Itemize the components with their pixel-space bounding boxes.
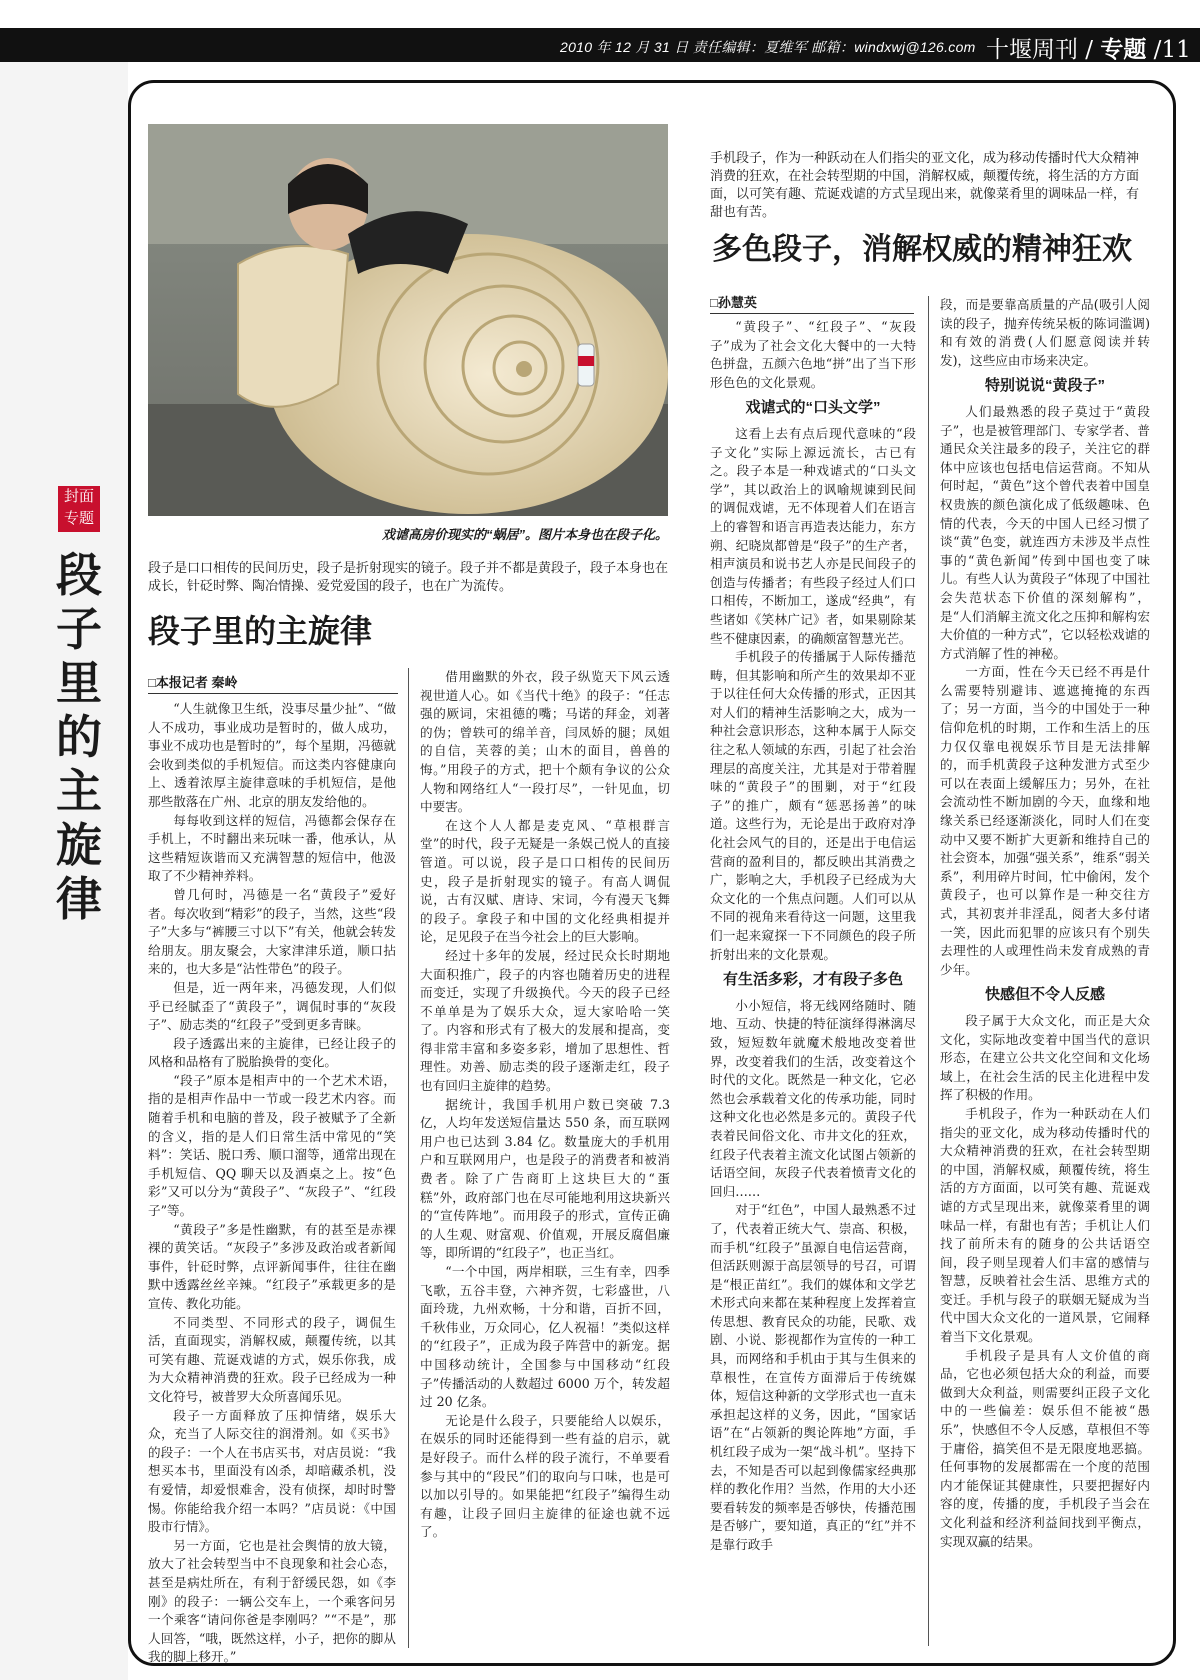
page-number: 11 xyxy=(1161,37,1191,63)
article1-title: 段子里的主旋律 xyxy=(148,612,373,650)
column-divider xyxy=(928,296,929,1646)
subheading: 快感但不令人反感 xyxy=(984,986,1105,1004)
header-meta: 2010 年 12 月 31 日 责任编辑：夏维军 邮箱：windxwj@126.com xyxy=(560,39,976,55)
article1-column-1 xyxy=(148,700,396,1667)
paragraph: 段子透露出来的主旋律，已经让段子的风格和品格有了脱胎换骨的变化。 xyxy=(148,1035,396,1070)
paragraph: 不同类型、不同形式的段子，调侃生活，直面现实，消解权威，颠覆传统，以其可笑有趣、荒诞戏谑的方式，娱乐你我，成为大众精神消费的狂欢。段子已经成为一种文化符号，被普罗大众所喜闻乐见。 xyxy=(148,1314,396,1404)
photo-caption: 戏谑高房价现实的“蜗居”。图片本身也在段子化。 xyxy=(381,527,668,542)
paragraph: 手机段子的传播属于人际传播范畴，但其影响和所产生的效果却不亚于以往任何大众传播的形式，正因其对人们的精神生活影响之大，成为一种社会意识形态，这种本属于人际交往之私人领域的东西，引起了社会治理层的高度关注，尤其是对于带着腥味的“黄段子”的围剿，对于“红段子”的推广，颇有“惩恶扬善”的味道。这些行为，无论是出于政府对净化社会风气的目的，还是出于电信运营商的盈利目的，都反映出其消费之广，影响之大，手机段子已经成为大众文化的一个焦点问题。人们可以从不同的视角来看待这一问题，这里我们一起来窥探一下不同颜色的段子所折射出来的文化景观。 xyxy=(710,649,916,962)
subheading: 戏谑式的“口头文学” xyxy=(745,399,881,417)
article1-column-2 xyxy=(420,668,670,1542)
paragraph: 在这个人人都是麦克风、“草根群言堂”的时代，段子无疑是一条娱己悦人的直接管道。可以说，段子是口口相传的民间历史，段子是折射现实的镜子。有高人调侃说，古有汉赋、唐诗、宋词，今有漫天飞舞的段子。拿段子和中国的文化经典相提并论，足见段子在当今社会上的巨大影响。 xyxy=(420,817,670,945)
section-badge xyxy=(58,486,100,532)
column-divider xyxy=(408,668,409,1648)
masthead-section: 专题 xyxy=(1100,36,1147,63)
article2-column-2 xyxy=(940,296,1150,1551)
paragraph: 但是，近一两年来，冯德发现，人们似乎已经腻歪了“黄段子”，调侃时事的“灰段子”、励志类的“红段子”受到更多青睐。 xyxy=(148,979,396,1033)
paragraph: “黄段子”、“红段子”、“灰段子”成为了社会文化大餐中的一大特色拼盘，五颜六色地“拼”出了当下形形色色的文化景观。 xyxy=(710,319,916,390)
paragraph: 经过十多年的发展，经过民众长时期地大面积推广，段子的内容也随着历史的进程而变迁，实现了升级换代。今天的段子已经不单单是为了娱乐大众，逗大家哈哈一笑了。内容和形式有了极大的发展和提高，变得非常丰富和多姿多彩，增加了思想性、哲理性。劝善、励志类的段子逐渐走红，段子也有回归主旋律的趋势。 xyxy=(420,947,670,1094)
article2-byline: □孙慧英 xyxy=(710,292,914,314)
subheading: 有生活多彩，才有段子多色 xyxy=(722,971,903,989)
paragraph: “人生就像卫生纸，没事尽量少扯”、“做人不成功，事业成功是暂时的，做人成功，事业不成功也是暂时的”，每个星期，冯德就会收到类似的手机短信。而这类内容健康向上、透着浓厚主旋律意味的手机短信，是他那些散落在广州、北京的朋友发给他的。 xyxy=(148,701,396,809)
paragraph: “黄段子”多是性幽默，有的甚至是赤裸裸的黄笑话。“灰段子”多涉及政治或者新闻事件，针砭时弊，点评新闻事件，往往在幽默中透露丝丝辛辣。“红段子”承载更多的是宣传、教化功能。 xyxy=(148,1221,396,1311)
paragraph: 手机段子，作为一种跃动在人们指尖的亚文化，成为移动传播时代的大众精神消费的狂欢，在社会转型期的中国，消解权威，颠覆传统，将生活的方方面面，以可笑有趣、荒诞戏谑的方式呈现出来，就像菜肴里的调味品一样，有甜也有苦；手机让人们找了前所未有的随身的公共话语空间，段子则呈现着人们丰富的感情与智慧，反映着社会生活、思维方式的变迁。手机与段子的联姻无疑成为当代中国大众文化的一道风景，它闹释着当下文化景观。 xyxy=(940,1105,1150,1345)
vertical-title: 段子里的主旋律 xyxy=(56,548,102,926)
paragraph: 一方面，性在今天已经不再是什么需要特别避讳、遮遮掩掩的东西了；另一方面，当今的中国处于一种信仰危机的时期，工作和生活上的压力仅仅靠电视娱乐节目是无法排解的，而手机黄段子这种发泄方式至少可以在表面上缓解压力；另外，在社会流动性不断加剧的今天，血缘和地缘关系已经逐渐淡化，同时人们在变动中又要不断扩大更新和维持自己的社会资本，加强“强关系”，维系“弱关系”，利用碎片时间，忙中偷闲，发个黄段子，也可以算作是一种交往方式，其初衷并非淫乱，阅者大多付诸一笑，因此而犯罪的应该只有个别失去理性的人或理性尚未发育成熟的青少年。 xyxy=(940,664,1150,977)
paragraph: 这看上去有点后现代意味的“段子文化”实际上源远流长，古已有之。段子本是一种戏谑式的“口头文学”，其以政治上的讽喻规谏到民间的调侃戏谑，无不体现着人们在语言上的睿智和语言再造表达能力，东方朔、纪晓岚都曾是“段子”的生产者，相声演员和说书艺人亦是民间段子的创造与传播者；有些段子经过人们口口相传，不断加工，遂成“经典”，有些诸如《笑林广记》者，如果剔除某些不健康因素，的确颇富智慧光芒。 xyxy=(710,425,916,646)
cover-photo xyxy=(148,124,668,516)
paragraph: 人们最熟悉的段子莫过于“黄段子”，也是被管理部门、专家学者、普通民众关注最多的段子，关注它的群体中应该也包括电信运营商。不知从何时起，“黄色”这个曾代表着中国皇权贵族的颜色演化成了低级趣味、色情的代表，今天的中国人已经习惯了谈“黄”色变，就连西方未涉及半点性事的“黄色新闻”传到中国也变了味儿。有些人认为黄段子“体现了中国社会失范状态下价值的深刻解构”，是“人们消解主流文化之压抑和解构宏大价值的一种方式”，它以轻松戏谑的方式消解了性的神秘。 xyxy=(940,403,1150,661)
masthead: 十堰周刊 / 专题 /11 xyxy=(986,36,1191,63)
paragraph: 对于“红色”，中国人最熟悉不过了，代表着正统大气、崇高、积极，而手机“红段子”虽源自电信运营商，但活跃则源于高层领导的号召，可谓是“根正苗红”。我们的媒体和文学艺术形式向来都在某种程度上发挥着宣传思想、教育民众的功能，民歌、戏剧、小说、影视都作为宣传的一种工具，而网络和手机由于其与生俱来的草根性，在宣传方面滞后于传统媒体，短信这种新的文学形式也一直未承担起这样的义务，因此，“国家话语”在“占领新的舆论阵地”方面，手机红段子成为一架“战斗机”。坚持下去，不知是否可以起到像儒家经典那样的教化作用？当然，作用的大小还要看转发的频率是否够快，传播范围是否够广，要知道，真正的“红”并不是靠行政手 xyxy=(710,1202,916,1552)
article2-title: 多色段子，消解权威的精神狂欢 xyxy=(712,232,1132,267)
paragraph: 段，而是要靠高质量的产品(吸引人阅读的段子，抛弃传统呆板的陈词滥调)和有效的消费(人们愿意阅读并转发)，这些应由市场来决定。 xyxy=(940,297,1150,368)
paragraph: “段子”原本是相声中的一个艺术术语，指的是相声作品中一节或一段艺术内容。而随着手机和电脑的普及，段子被赋予了全新的含义，指的是人们日常生活中常见的“笑料”：笑话、脱口秀、顺口溜等，通常出现在手机短信、QQ 聊天以及酒桌之上。按“色彩”又可以分为“黄段子”、“灰段子”、“红段子”等。 xyxy=(148,1072,396,1219)
section-badge-line2: 专题 xyxy=(63,510,94,527)
article1-byline: □本报记者 秦岭 xyxy=(148,672,398,694)
paragraph: 借用幽默的外衣，段子纵览天下风云透视世道人心。如《当代十绝》的段子：“任志强的厥词，宋祖德的嘴；马诺的拜金，刘著的伪；曾轶可的绵羊音，闫凤娇的腿；凤姐的自信，芙蓉的美；山木的面目，兽兽的悔。”用段子的方式，把十个颇有争议的公众人物和网络红人“一段打尽”，一针见血，切中要害。 xyxy=(420,669,670,815)
article2-lede: 手机段子，作为一种跃动在人们指尖的亚文化，成为移动传播时代大众精神消费的狂欢，在社会转型期的中国，消解权威，颠覆传统，将生活的方方面面，以可笑有趣、荒诞戏谑的方式呈现出来，就像菜肴里的调味品一样，有甜也有苦。 xyxy=(710,151,1140,220)
paragraph: 段子属于大众文化，而正是大众文化，实际地改变着中国当代的意识形态，在建立公共文化空间和文化场域上，在社会生活的民主化进程中发挥了积极的作用。 xyxy=(940,1012,1150,1103)
article2-column-1 xyxy=(710,318,916,1555)
article1-lede: 段子是口口相传的民间历史，段子是折射现实的镜子。段子并不都是黄段子，段子本身也在成长，针砭时弊、陶冶情操、爱党爱国的段子，也在广为流传。 xyxy=(148,561,669,594)
masthead-name: 十堰周刊 xyxy=(986,37,1078,63)
paragraph: 手机段子是具有人文价值的商品，它也必须包括大众的利益，而要做到大众利益，则需要纠正段子文化中的一些偏差：娱乐但不能被“愚乐”，快感但不令人反感，草根但不等于庸俗，搞笑但不是无限度地恶搞。任何事物的发展都需在一个度的范围内才能保证其健康性，只要把握好内容的度，传播的度，手机段子当会在文化利益和经济利益间找到平衡点，实现双赢的结果。 xyxy=(940,1347,1150,1549)
snail-shell-photo-illustration xyxy=(148,124,668,516)
subheading: 特别说说“黄段子” xyxy=(984,377,1105,395)
paragraph: 段子一方面释放了压抑情绪，娱乐大众，充当了人际交往的润滑剂。如《买书》的段子：一个人在书店买书，对店员说：“我想买本书，里面没有凶杀，却暗藏杀机，没有爱情，却爱恨难舍，没有侦探，却时时警惕。你能给我介绍一本吗？”店员说：《中国股市行情》。 xyxy=(148,1407,396,1535)
paragraph: 无论是什么段子，只要能给人以娱乐，在娱乐的同时还能得到一些有益的启示，就是好段子。而什么样的段子流行，不单要看参与其中的“段民”们的取向与口味，也是可以加以引导的。如果能把“红段子”编得生动有趣，让段子回归主旋律的征途也就不远了。 xyxy=(420,1412,670,1540)
paragraph: 曾几何时，冯德是一名“黄段子”爱好者。每次收到“精彩”的段子，当然，这些“段子”大多与“裤腰三寸以下”有关，他就会转发给朋友。朋友聚会，大家津津乐道，顺口拈来的，也大多是“沾性带色”的段子。 xyxy=(148,886,396,977)
page-header-bar xyxy=(0,28,1200,62)
paragraph: 另一方面，它也是社会舆情的放大镜，放大了社会转型当中不良现象和社会心态，甚至是病灶所在，有利于舒缓民怨，如《李刚》的段子：一辆公交车上，一个乘客问另一个乘客“请问你爸是李刚吗？”“不是”，那人回答，“哦，既然这样，小子，把你的脚从我的脚上移开。” xyxy=(148,1537,396,1665)
paragraph: 据统计，我国手机用户数已突破 7.3 亿，人均年发送短信量达 550 条，而互联网用户也已达到 3.84 亿。数量庞大的手机用户和互联网用户，也是段子的消费者和被消费者。除了广告商盯上这块巨大的“蛋糕”外，政府部门也在尽可能地利用这块新兴的“宣传阵地”。而用段子的形式，宣传正确的人生观、财富观、价值观，开展反腐倡廉等，即所谓的“红段子”，也正当红。 xyxy=(420,1096,670,1261)
paragraph: 小小短信，将无线网络随时、随地、互动、快捷的特征演绎得淋漓尽致，短短数年就魔术般地改变着世界，改变着我们的生活，改变着这个时代的文化。既然是一种文化，它必然也会承载着文化的传承功能，同时这种文化也必然是多元的。黄段子代表着民间俗文化、市井文化的狂欢，红段子代表着主流文化试图占领新的话语空间，灰段子代表着愤青文化的回归…… xyxy=(710,997,916,1199)
paragraph: 每每收到这样的短信，冯德都会保存在手机上，不时翻出来玩味一番，他承认，从这些精短诙谐而又充满智慧的短信中，他汲取了不少精神养料。 xyxy=(148,812,396,884)
section-badge-line1: 封面 xyxy=(63,488,94,505)
paragraph: “一个中国，两岸相联，三生有幸，四季飞歌，五谷丰登，六神齐贺，七彩盛世，八面玲珑，九州欢畅，十分和谐，百折不回，千秋伟业，万众同心，亿人祝福！”类似这样的“红段子”，正成为段子阵营中的新宠。据中国移动统计，全国参与中国移动“红段子”传播活动的人数超过 6000 万个，转发超过 20 亿条。 xyxy=(420,1264,670,1410)
